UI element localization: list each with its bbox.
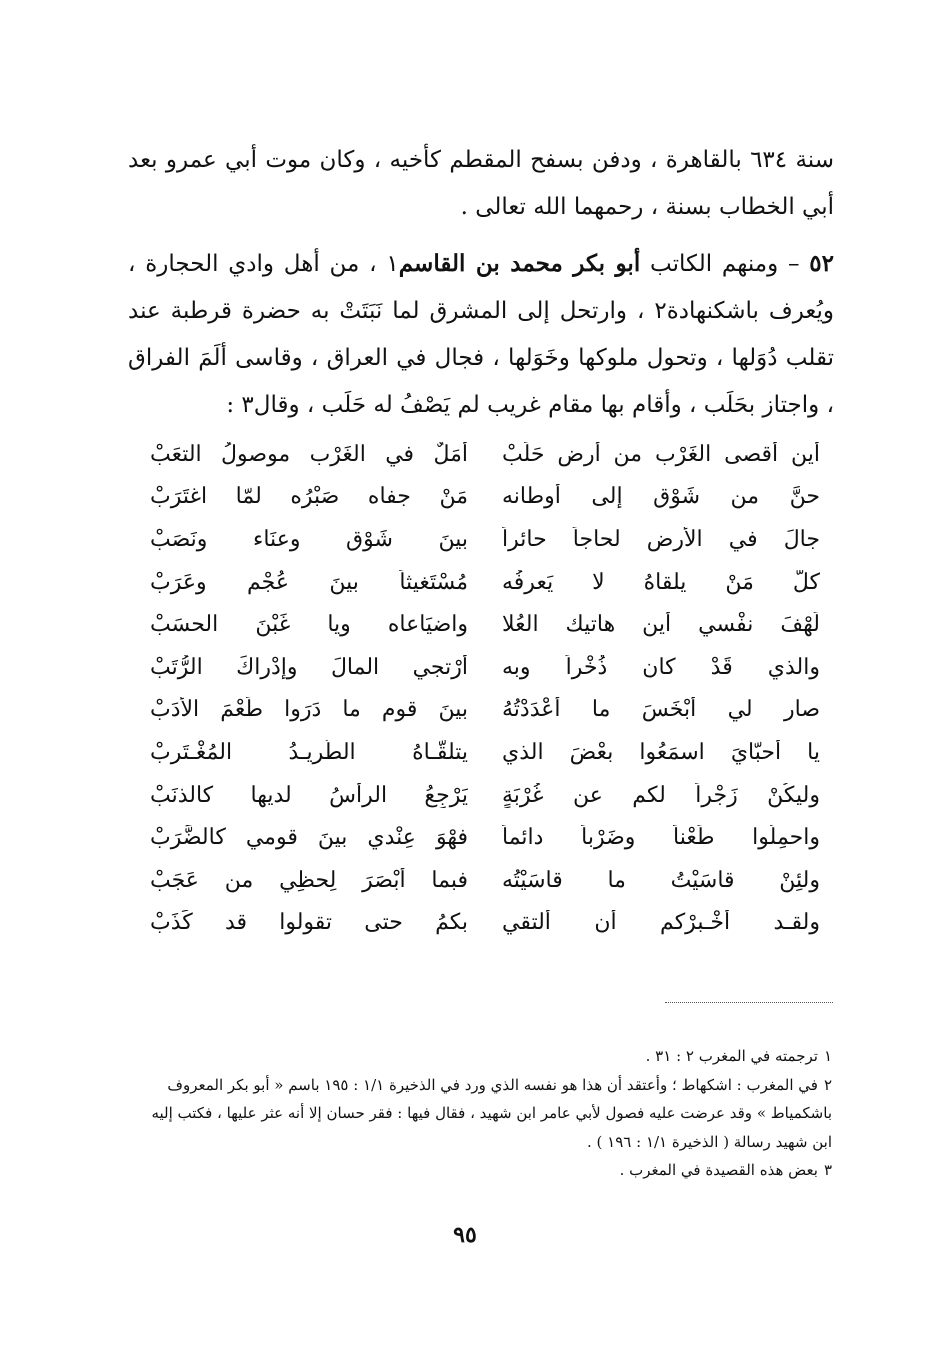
- verse-line: [150, 774, 820, 817]
- entry-number: ٥٢: [809, 250, 834, 277]
- footnote-text: ترجمته في المغرب ٢ : ٣١ .: [645, 1047, 818, 1065]
- verse-second-hemistich: يَرْجِعُ الرأسُ لديها كالذنَبْ: [150, 782, 468, 808]
- verse-second-hemistich: بكمُ حتى تقولوا قد كَذَبْ: [150, 910, 468, 936]
- verse-second-hemistich: مَنْ جفاه صَبْرُه لمّا اغتَرَبْ: [150, 484, 468, 510]
- verse-second-hemistich: يتلقّـاهُ الطّريـدُ المُغْـتَرِبْ: [150, 739, 468, 765]
- footnotes-list: [140, 1042, 832, 1185]
- verse-line: [150, 689, 820, 732]
- footnote-number: ٢: [823, 1075, 832, 1094]
- verse-first-hemistich: وليكُنْ زَجْراً لكم عن غُرْبَةٍ: [502, 782, 820, 808]
- verse-second-hemistich: واضيَاعاه ويا غَبْنَ الحسَبْ: [150, 612, 468, 638]
- verse-second-hemistich: بينَ قوم ما دَرَوا طَعْمَ الأدَبْ: [150, 697, 468, 723]
- paragraph-entry-52: [128, 240, 834, 429]
- verse-line: [150, 433, 820, 476]
- footnote-text: في المغرب : اشكهاط ؛ وأعتقد أن هذا هو نفسه الذي ورد في الذخيرة ١/١ : ١٩٥ باسم « أبو بكر المعروف باشكمياط » وقد عرضت عليه فصول لأبي عامر ابن شهيد ، فقال فيها : فقر حسان إلا أنه عثر عليها ، فكتب إليه ابن شهيد رسالة ( الذخيرة ١/١ : ١٩٦ ) .: [151, 1075, 832, 1151]
- verse-first-hemistich: ولئِنْ قاسَيْتُ ما قاسَيْتُه: [502, 867, 820, 893]
- verse-line: [150, 731, 820, 774]
- verse-first-hemistich: لَهْفَ نفْسي أين هاتيك العُلا: [502, 612, 820, 638]
- entry-intro: – ومنهم الكاتب: [640, 251, 810, 277]
- verse-first-hemistich: حنَّ من شَوْقٍ إلى أوطانه: [502, 484, 820, 510]
- verse-first-hemistich: كلُّ مَنْ يلقاهُ لا يَعرِفُه: [502, 569, 820, 595]
- verse-line: [150, 816, 820, 859]
- verse-second-hemistich: أمَلٌ في الغَرْب موصولُ التعَبْ: [150, 441, 468, 467]
- verse-second-hemistich: فهْوَ عِنْدي بينَ قومي كالضَّرَبْ: [150, 825, 468, 851]
- verse-first-hemistich: ولقـد أخْـبرْكم أن ألتقي: [502, 910, 820, 936]
- verse-first-hemistich: صار لي أبْخَسَ ما أعْدَدْتُهُ: [502, 697, 820, 723]
- entry-person-name: أبو بكر محمد بن القاسم: [398, 250, 641, 277]
- paragraph-1-text: سنة ٦٣٤ بالقاهرة ، ودفن بسفح المقطم كأخيه ، وكان موت أبي عمرو بعد أبي الخطاب بسنة ، رحمهما الله تعالى .: [128, 147, 834, 220]
- verse-line: [150, 902, 820, 945]
- verse-line: [150, 646, 820, 689]
- verse-first-hemistich: يا أحبّايَ اسمَعُوا بعْضَ الذي: [502, 739, 820, 765]
- verse-first-hemistich: أين أقصى الغَرْب من أرض حَلَبْ: [502, 441, 820, 467]
- verse-first-hemistich: جالَ في الأرضِ لحاجاً حائراً: [502, 526, 820, 552]
- footnote-item: [140, 1156, 832, 1185]
- footnote-item: [140, 1071, 832, 1157]
- verse-first-hemistich: واحمِلُوا طَعْناً وضَرْباً دائماً: [502, 825, 820, 851]
- entry-body: ١ ، من أهل وادي الحجارة ، ويُعرف باشكنهادة٢ ، وارتحل إلى المشرق لما نَبَتَتْ به حضرة قرطبة عند تقلب دُوَلها ، وتحول ملوكها وخَوَلها ، فجال في العراق ، وقاسى ألَمَ الفراق ، واجتاز بحَلَب ، وأقام بها مقام غريب لم يَصْفُ له حَلَب ، وقال٣ :: [128, 251, 834, 418]
- footnote-item: [140, 1042, 832, 1071]
- verse-line: [150, 476, 820, 519]
- verse-line: [150, 603, 820, 646]
- poem: [150, 433, 820, 944]
- verse-second-hemistich: فبما أبْصَرَ لِحظِي من عَجَبْ: [150, 867, 468, 893]
- verse-line: [150, 859, 820, 902]
- verse-line: [150, 518, 820, 561]
- verse-line: [150, 561, 820, 604]
- footnote-number: ١: [823, 1047, 832, 1065]
- verse-first-hemistich: والذي قَدْ كان ذُخْراً وبه: [502, 654, 820, 680]
- footnote-number: ٣: [823, 1161, 832, 1179]
- paragraph-continuation: [128, 137, 834, 231]
- verse-second-hemistich: مُسْتَغيثاً بينَ عُجْمٍ وعَرَبْ: [150, 569, 468, 595]
- verse-second-hemistich: بينَ شَوْقٍ وعنَاء ونَصَبْ: [150, 526, 468, 552]
- footnote-text: بعض هذه القصيدة في المغرب .: [619, 1161, 818, 1179]
- page-number: ٩٥: [453, 1222, 477, 1248]
- verse-second-hemistich: أرْتجي المالَ وإدْراكَ الرُّتَبْ: [150, 654, 468, 680]
- footnote-separator: [665, 1002, 833, 1003]
